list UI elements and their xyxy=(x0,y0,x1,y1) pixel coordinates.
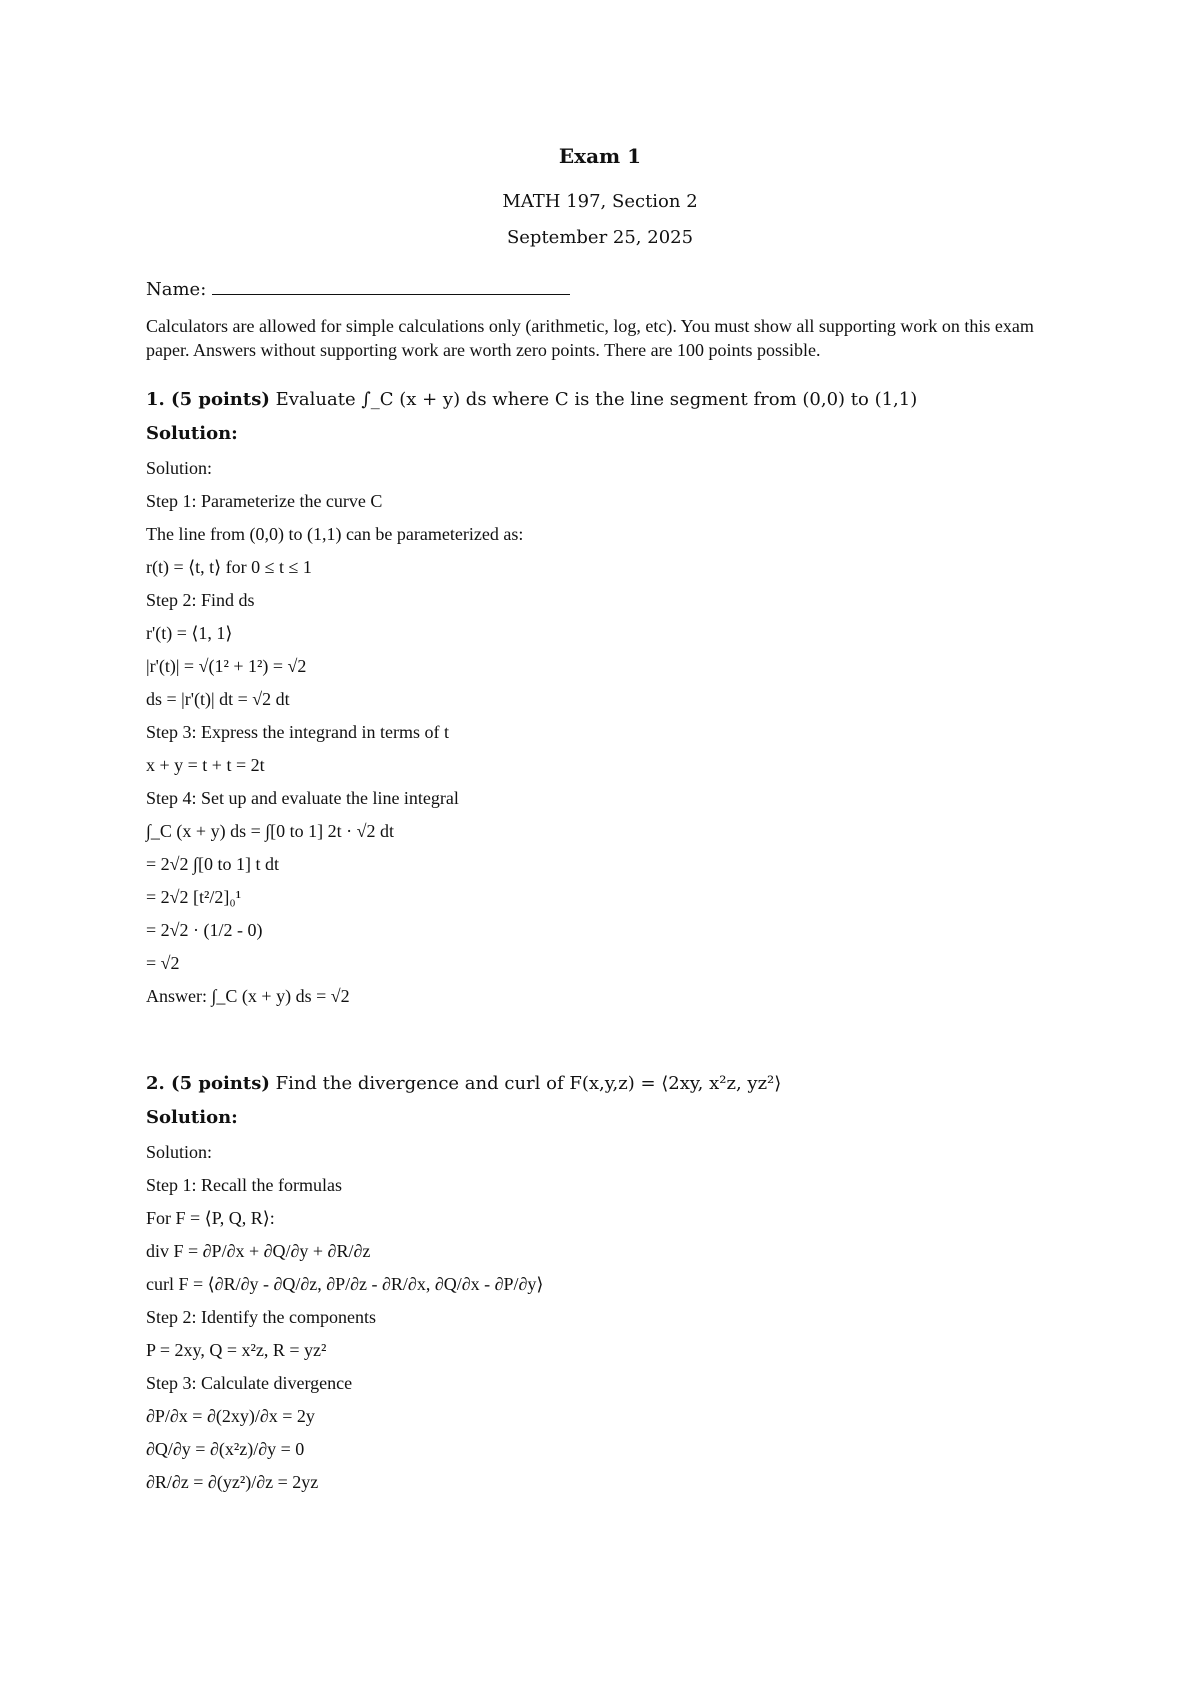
question-2-solution-label: Solution: xyxy=(146,1107,238,1128)
question-1-prompt-row xyxy=(146,388,1054,412)
solution-line: = 2√2 [t²/2]₀¹ xyxy=(146,887,242,907)
solution-line: = √2 xyxy=(146,953,180,973)
solution-line: ∂Q/∂y = ∂(x²z)/∂y = 0 xyxy=(146,1439,305,1459)
solution-line: Solution: xyxy=(146,458,213,478)
solution-answer-line: Answer: ∫_C (x + y) ds = √2 xyxy=(146,986,350,1006)
exam-title: Exam 1 xyxy=(558,144,642,168)
question-1-solution-lines xyxy=(146,456,1054,1008)
solution-line: r(t) = ⟨t, t⟩ for 0 ≤ t ≤ 1 xyxy=(146,557,312,577)
solution-line: Step 3: Express the integrand in terms of t xyxy=(146,722,449,742)
question-2-number: 2. (5 points) xyxy=(146,1073,270,1094)
solution-line: For F = ⟨P, Q, R⟩: xyxy=(146,1208,275,1228)
solution-line: P = 2xy, Q = x²z, R = yz² xyxy=(146,1340,327,1360)
solution-line: Step 2: Find ds xyxy=(146,590,255,610)
solution-line: div F = ∂P/∂x + ∂Q/∂y + ∂R/∂z xyxy=(146,1241,371,1261)
solution-line: x + y = t + t = 2t xyxy=(146,755,265,775)
solution-line: Step 1: Parameterize the curve C xyxy=(146,491,383,511)
solution-line: ∂R/∂z = ∂(yz²)/∂z = 2yz xyxy=(146,1472,319,1492)
question-1-number: 1. (5 points) xyxy=(146,389,270,410)
question-2-prompt-row xyxy=(146,1072,1054,1096)
exam-instructions: Calculators are allowed for simple calculations only (arithmetic, log, etc). You must show all supporting work on this exam paper. Answers without supporting work are worth zero points. There are 100 points possible. xyxy=(146,316,1034,360)
name-blank-line xyxy=(212,276,570,295)
solution-line: = 2√2 · (1/2 - 0) xyxy=(146,920,263,940)
question-2 xyxy=(146,1072,1054,1494)
question-2-prompt: Find the divergence and curl of F(x,y,z) = ⟨2xy, x²z, yz²⟩ xyxy=(275,1073,782,1094)
name-label: Name: xyxy=(146,279,207,300)
solution-line: r'(t) = ⟨1, 1⟩ xyxy=(146,623,233,643)
solution-line: ∂P/∂x = ∂(2xy)/∂x = 2y xyxy=(146,1406,315,1426)
solution-line: The line from (0,0) to (1,1) can be parameterized as: xyxy=(146,524,524,544)
solution-line: |r'(t)| = √(1² + 1²) = √2 xyxy=(146,656,307,676)
exam-date: September 25, 2025 xyxy=(506,227,694,248)
course-section: MATH 197, Section 2 xyxy=(502,191,698,212)
solution-line: ∫_C (x + y) ds = ∫[0 to 1] 2t · √2 dt xyxy=(146,821,395,841)
name-field-row xyxy=(146,276,1054,302)
solution-line: = 2√2 ∫[0 to 1] t dt xyxy=(146,854,279,874)
solution-line: Step 1: Recall the formulas xyxy=(146,1175,342,1195)
question-2-solution-lines xyxy=(146,1140,1054,1494)
solution-line: Step 3: Calculate divergence xyxy=(146,1373,353,1393)
solution-line: curl F = ⟨∂R/∂y - ∂Q/∂z, ∂P/∂z - ∂R/∂x, ∂Q/∂x - ∂P/∂y⟩ xyxy=(146,1274,544,1294)
solution-line: Step 4: Set up and evaluate the line integral xyxy=(146,788,459,808)
question-1-prompt: Evaluate ∫_C (x + y) ds where C is the line segment from (0,0) to (1,1) xyxy=(275,389,918,410)
exam-header xyxy=(146,144,1054,250)
solution-line: Solution: xyxy=(146,1142,213,1162)
solution-line: ds = |r'(t)| dt = √2 dt xyxy=(146,689,290,709)
question-1-solution-label: Solution: xyxy=(146,423,238,444)
solution-line: Step 2: Identify the components xyxy=(146,1307,376,1327)
question-1 xyxy=(146,388,1054,1008)
